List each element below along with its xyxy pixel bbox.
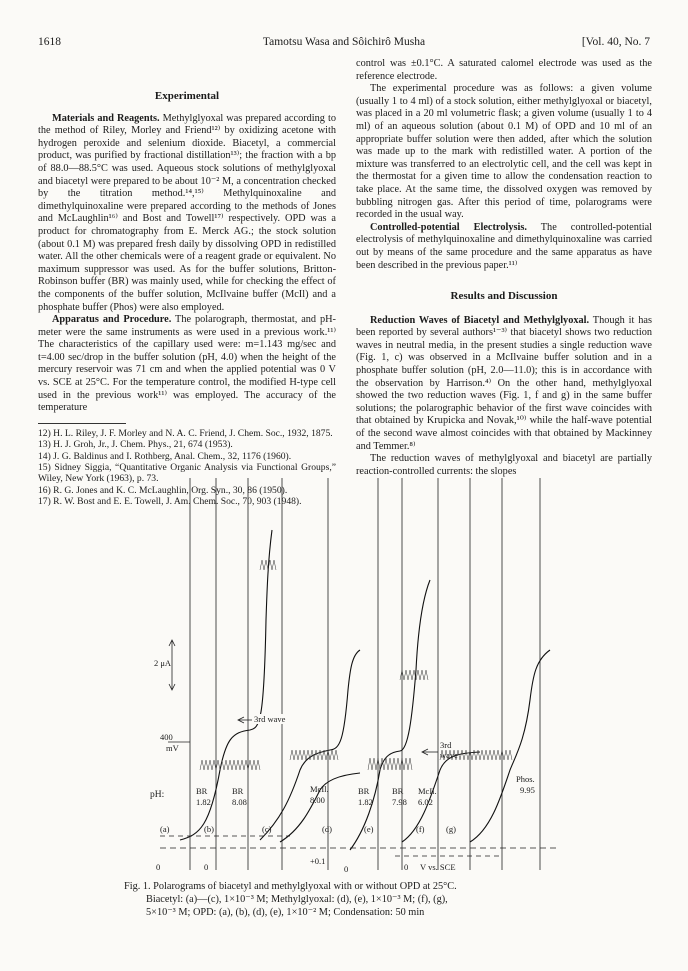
polarogram-plot xyxy=(140,470,570,878)
curve-label: (g) xyxy=(446,824,456,834)
buffer-name: BR xyxy=(358,786,370,796)
scale-voltage-unit: mV xyxy=(166,743,179,753)
section-title-experimental: Experimental xyxy=(154,90,220,102)
electrolysis-text: The controlled-potential electrolysis of methylquinoxaline and dimethylquinoxaline was carried out by means of the same procedure and the same apparatus as have been described in the previous paper.¹¹⁾ xyxy=(356,221,652,271)
x-axis-plus: +0.1 xyxy=(310,856,326,866)
page-number: 1618 xyxy=(38,36,61,48)
curve-label: (b) xyxy=(204,824,214,834)
paragraph-apparatus xyxy=(38,314,336,415)
section-title-results: Results and Discussion xyxy=(450,290,558,303)
curve-label: (c) xyxy=(262,824,272,834)
x-axis-zero: 0 xyxy=(204,862,209,872)
paragraph-slopes: The reduction waves of methylglyoxal and biacetyl are partially reaction-controlled currents: the slopes xyxy=(356,453,652,477)
scale-voltage-value: 400 xyxy=(160,732,173,742)
caption-line: 5×10⁻³ M; OPD: (a), (b), (d), (e), 1×10⁻² M; Condensation: 50 min xyxy=(146,907,425,918)
figure-polarograms xyxy=(140,470,570,878)
volume-issue: [Vol. 40, No. 7 xyxy=(581,36,650,48)
buffer-ph: 9.95 xyxy=(520,785,535,795)
buffer-ph: 6.02 xyxy=(418,797,433,807)
materials-text: Methylglyoxal was prepared according to the method of Riley, Morley and Friend¹²⁾ by oxidizing acetone with hydrogen peroxide and selenium dioxide. Biacetyl, a commercial product, was purified by fractional distillation¹³⁾; the fraction with a bp of 88.0—88.5°C was used. Aqueous stock solutions of methylglyoxal and biacetyl were prepared to be about 10⁻² M, a concentration checked by the titration method.¹⁴,¹⁵⁾ Methylquinoxaline and dimethylquinoxaline were prepared according to the methods of Jones and McLaughlin¹⁶⁾ and Bost and Towell¹⁷⁾ respectively. OPD was a product for chromatography from E. Merck AG.; the stock solution (about 0.1 M) was prepared fresh daily by dissolving OPD in redistilled water. All the other chemicals were of a reagent grade or equivalent. No maximum suppressor was used. As for the buffer solutions, Britton-Robinson buffer (BR) was mainly used, while for checking the effect of the components of the buffer solution, McIlvaine buffer (McIl) and a phosphate buffer (Phos) were also employed. xyxy=(38,112,336,313)
curve-label: (a) xyxy=(160,824,170,834)
run-in-head-reduction: Reduction Waves of Biacetyl and Methylglyoxal. xyxy=(370,314,590,326)
curve-label: (d) xyxy=(322,824,332,834)
x-axis-zero: 0 xyxy=(404,862,409,872)
paragraph-reduction-waves xyxy=(356,315,652,454)
buffer-name: McIl. xyxy=(310,784,329,794)
x-axis-zero: 0 xyxy=(344,864,349,874)
buffer-ph: 1.82 xyxy=(196,797,211,807)
reduction-text: Though it has been reported by several authors¹⁻³⁾ that biacetyl shows two reduction waves in neutral media, in the present studies a single reduction wave (Fig. 1, c) was observed in a McIlvaine buffer solution and in a phosphate buffer solution (pH, 2.0—11.0); this is in accordance with the observation by Harrison.⁴⁾ On the other hand, methylglyoxal showed the two reduction waves (Fig. 1, f and g) in the same buffer solutions; the polarographic behavior of the first wave coincides with that obtained by Krupicka and Novak,¹⁰⁾ while the half-wave potential of the second wave almost coincides with that obtained by Mackinney and Temmer.⁸⁾ xyxy=(356,314,652,452)
paragraph-procedure: The experimental procedure was as follows: a given volume (usually 1 to 4 ml) of a stock solution, either methylglyoxal or biacetyl, was placed in a 20 ml volumetric flask; a given volume (usually 1 to 4 ml) of an aqueous solution (about 0.1 M) of OPD and 10 ml of an appropriate buffer solution were then added, after which the solution was made up to the mark with redistilled water. A portion of the mixture was transferred to an electrolytic cell, and the cell was kept in the thermostat for a given time to allow the condensation reaction to take place. At the same time, the dissolved oxygen was removed by bubbling nitrogen gas. After this period of time, polarograms were recorded in the usual way. xyxy=(356,83,652,221)
curve-label: (f) xyxy=(416,824,425,834)
right-column xyxy=(356,58,652,478)
third-wave-label-2b: wave xyxy=(440,750,458,760)
reference-item: 14) J. G. Baldinus and I. Rothberg, Anal. Chem., 32, 1176 (1960). xyxy=(38,450,292,462)
reference-item: 15) Sidney Siggia, “Quantitative Organic Analysis via Functional Groups,” Wiley, New York (1963), p. 73. xyxy=(38,462,336,485)
left-column xyxy=(38,60,336,508)
running-head-authors: Tamotsu Wasa and Sôichirô Musha xyxy=(262,36,426,48)
reference-item: 16) R. G. Jones and K. C. McLaughlin, Org. Syn., 30, 86 (1950). xyxy=(38,484,288,496)
caption-line: Fig. 1. Polarograms of biacetyl and methylglyoxal with or without OPD at 25°C. xyxy=(124,881,457,892)
buffer-ph: 8.08 xyxy=(232,797,247,807)
buffer-ph: 7.98 xyxy=(392,797,407,807)
third-wave-label: 3rd wave xyxy=(254,714,286,724)
buffer-name: Phos. xyxy=(516,774,535,784)
x-axis-zero: 0 xyxy=(156,862,161,872)
third-wave-label-2a: 3rd xyxy=(440,740,452,750)
run-in-head-materials: Materials and Reagents. xyxy=(52,112,160,124)
paragraph-control: control was ±0.1°C. A saturated calomel electrode was used as the reference electrode. xyxy=(356,58,652,82)
figure-caption xyxy=(124,880,592,919)
run-in-head-electrolysis: Controlled-potential Electrolysis. xyxy=(370,221,527,233)
reference-item: 12) H. L. Riley, J. F. Morley and N. A. C. Friend, J. Chem. Soc., 1932, 1875. xyxy=(38,427,333,439)
buffer-name: BR xyxy=(232,786,244,796)
reference-item: 17) R. W. Bost and E. E. Towell, J. Am. Chem. Soc., 70, 903 (1948). xyxy=(38,496,302,508)
paragraph-electrolysis xyxy=(356,222,652,272)
x-axis-unit: V vs. SCE xyxy=(420,862,456,872)
paragraph-materials xyxy=(38,113,336,315)
caption-line: Biacetyl: (a)—(c), 1×10⁻³ M; Methylglyoxal: (d), (e), 1×10⁻³ M; (f), (g), xyxy=(146,894,448,905)
apparatus-text: The polarograph, thermostat, and pH-meter were the same instruments as were used in a previous work.¹¹⁾ The characteristics of the capillary used were: m=1.143 mg/sec and t=4.00 sec/drop in the buffer solution (pH, 4.0) when the height of the mercury reservoir was 71 cm and when the applied potential was 0 V vs. SCE at 25°C. For the temperature control, the modified H-type cell used in the previous work¹¹⁾ was employed. The accuracy of the temperature xyxy=(38,314,336,414)
run-in-head-apparatus: Apparatus and Procedure. xyxy=(52,314,172,326)
ph-label: pH: xyxy=(150,790,165,800)
scale-current: 2 μA xyxy=(154,658,172,668)
buffer-name: McIl. xyxy=(418,786,437,796)
buffer-name: BR xyxy=(196,786,208,796)
buffer-name: BR xyxy=(392,786,404,796)
buffer-ph: 8.00 xyxy=(310,795,325,805)
buffer-ph: 1.82 xyxy=(358,797,373,807)
reference-item: 13) H. J. Groh, Jr., J. Chem. Phys., 21, 674 (1953). xyxy=(38,439,233,451)
footnote-rule xyxy=(38,423,126,424)
curve-label: (e) xyxy=(364,824,374,834)
